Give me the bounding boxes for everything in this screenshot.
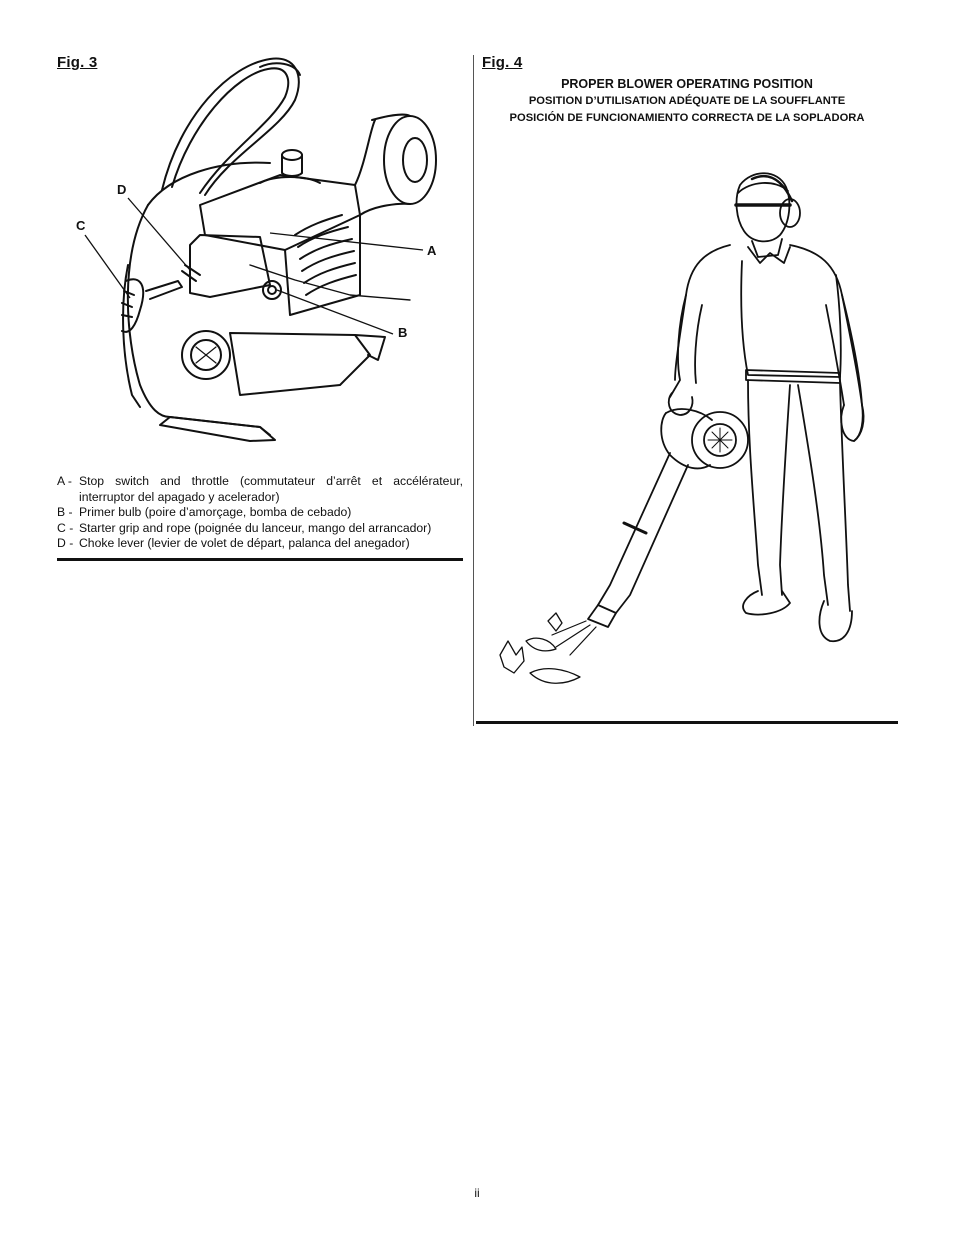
callout-c: C (76, 218, 86, 233)
legend-item (57, 505, 463, 521)
fig3-legend (57, 474, 463, 552)
legend-key: D - (57, 536, 74, 550)
callout-d: D (117, 182, 127, 197)
callout-b: B (398, 325, 408, 340)
legend-key: B - (57, 505, 73, 519)
fig3-title: Fig. 3 (57, 54, 98, 71)
legend-text: Starter grip and rope (poignée du lanceur, mango del arrancador) (79, 520, 432, 535)
legend-text: Primer bulb (poire d’amorçage, bomba de cebado) (79, 505, 352, 519)
fig4-bottom-rule (476, 721, 898, 724)
legend-item (57, 536, 463, 552)
fig4-heading-es: POSICIÓN DE FUNCIONAMIENTO CORRECTA DE LA SOPLADORA (509, 112, 865, 124)
fig3-bottom-rule (57, 558, 463, 561)
page-number: ii (474, 1186, 480, 1200)
fig4-title: Fig. 4 (482, 54, 523, 71)
legend-key: A - (57, 474, 72, 488)
legend-text: Choke lever (levier de volet de départ, palanca del anegador) (79, 536, 410, 550)
legend-item (57, 521, 463, 537)
fig4-heading-fr: POSITION D’UTILISATION ADÉQUATE DE LA SOUFFLANTE (528, 95, 846, 107)
callout-a: A (427, 243, 437, 258)
column-divider (473, 55, 474, 726)
legend-item (57, 474, 463, 505)
operator-with-blower-illustration (490, 165, 870, 695)
legend-key: C - (57, 520, 74, 535)
fig4-heading-en: PROPER BLOWER OPERATING POSITION (561, 77, 813, 91)
legend-text: Stop switch and throttle (commutateur d’arrêt et accélérateur, interruptor del apagado y acelerador) (79, 474, 463, 504)
